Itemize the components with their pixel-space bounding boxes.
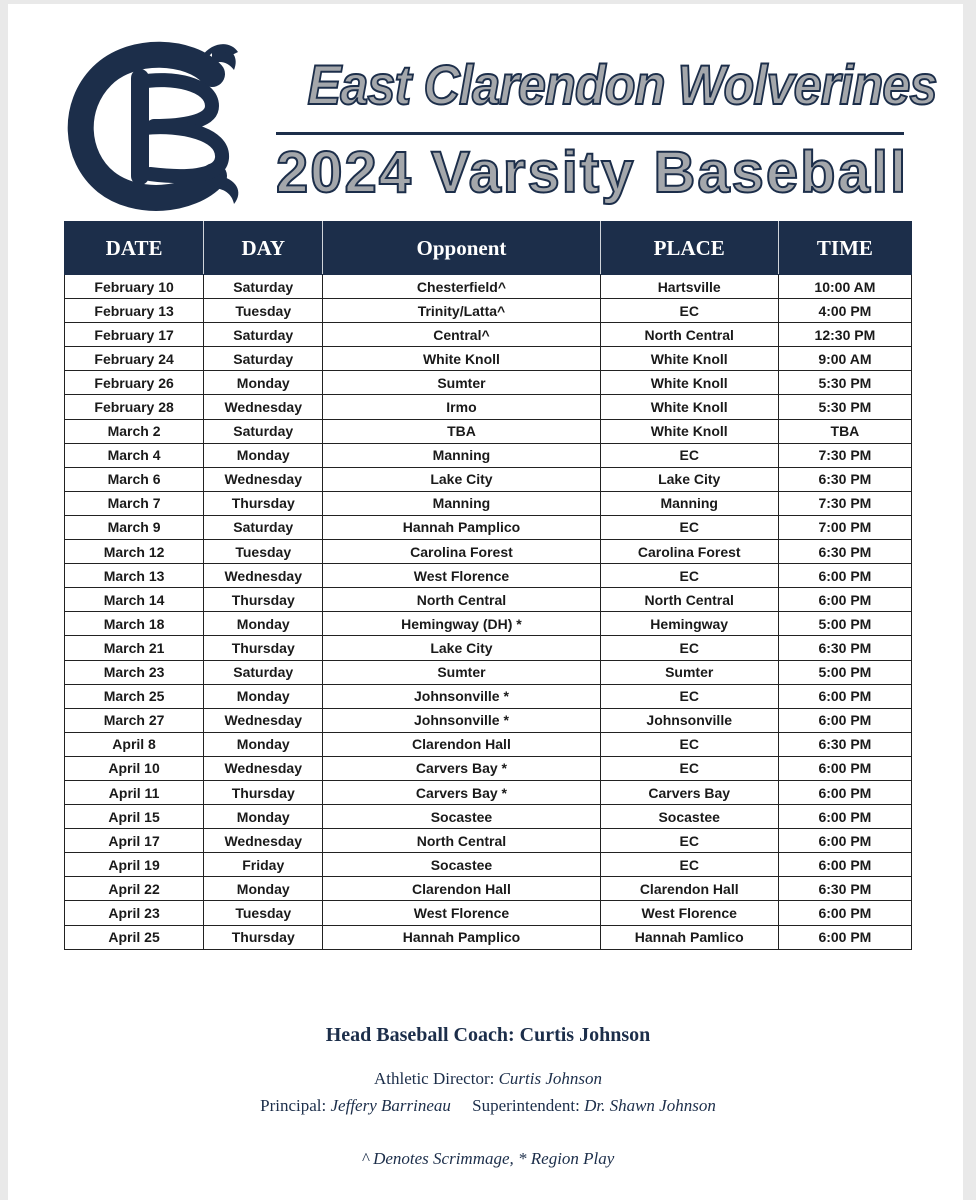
- time-cell: 12:30 PM: [778, 323, 911, 347]
- time-cell: 6:30 PM: [778, 540, 911, 564]
- day-cell: Wednesday: [204, 756, 323, 780]
- opponent-cell: North Central: [323, 588, 600, 612]
- place-cell: EC: [600, 443, 778, 467]
- opponent-cell: Carvers Bay *: [323, 756, 600, 780]
- opponent-cell: Sumter: [323, 660, 600, 684]
- place-cell: North Central: [600, 323, 778, 347]
- opponent-cell: Manning: [323, 491, 600, 515]
- day-cell: Saturday: [204, 275, 323, 299]
- table-row: [65, 323, 912, 347]
- place-cell: Clarendon Hall: [600, 877, 778, 901]
- day-cell: Monday: [204, 732, 323, 756]
- day-cell: Monday: [204, 443, 323, 467]
- day-cell: Wednesday: [204, 708, 323, 732]
- athletic-director-name: Curtis Johnson: [498, 1069, 603, 1088]
- head-coach: Head Baseball Coach: Curtis Johnson: [325, 1024, 651, 1046]
- table-row: [65, 660, 912, 684]
- time-cell: 6:00 PM: [778, 780, 911, 804]
- date-cell: April 23: [65, 901, 204, 925]
- schedule-rows: [65, 275, 912, 950]
- date-cell: March 6: [65, 467, 204, 491]
- date-cell: April 22: [65, 877, 204, 901]
- opponent-cell: Irmo: [323, 395, 600, 419]
- day-cell: Saturday: [204, 419, 323, 443]
- date-cell: March 12: [65, 540, 204, 564]
- table-row: [65, 708, 912, 732]
- date-cell: March 7: [65, 491, 204, 515]
- day-cell: Wednesday: [204, 395, 323, 419]
- time-cell: 5:00 PM: [778, 660, 911, 684]
- place-cell: EC: [600, 299, 778, 323]
- col-header-place: PLACE: [600, 222, 778, 275]
- day-cell: Thursday: [204, 491, 323, 515]
- day-cell: Wednesday: [204, 564, 323, 588]
- opponent-cell: Lake City: [323, 636, 600, 660]
- col-header-time: TIME: [778, 222, 911, 275]
- table-row: [65, 299, 912, 323]
- title-divider: [276, 132, 904, 135]
- table-row: [65, 780, 912, 804]
- day-cell: Saturday: [204, 515, 323, 539]
- place-cell: Sumter: [600, 660, 778, 684]
- header-row: [65, 222, 912, 275]
- opponent-cell: Hannah Pamplico: [323, 515, 600, 539]
- table-row: [65, 829, 912, 853]
- time-cell: 6:00 PM: [778, 829, 911, 853]
- table-row: [65, 877, 912, 901]
- date-cell: February 13: [65, 299, 204, 323]
- place-cell: EC: [600, 756, 778, 780]
- place-cell: White Knoll: [600, 371, 778, 395]
- table-row: [65, 515, 912, 539]
- date-cell: March 27: [65, 708, 204, 732]
- opponent-cell: Johnsonville *: [323, 684, 600, 708]
- table-row: [65, 588, 912, 612]
- opponent-cell: Hannah Pamplico: [323, 925, 600, 949]
- place-cell: EC: [600, 515, 778, 539]
- place-cell: EC: [600, 684, 778, 708]
- place-cell: EC: [600, 829, 778, 853]
- opponent-cell: Lake City: [323, 467, 600, 491]
- place-cell: EC: [600, 853, 778, 877]
- day-cell: Monday: [204, 877, 323, 901]
- place-cell: White Knoll: [600, 395, 778, 419]
- time-cell: 6:00 PM: [778, 684, 911, 708]
- place-cell: Carvers Bay: [600, 780, 778, 804]
- table-row: [65, 636, 912, 660]
- date-cell: March 18: [65, 612, 204, 636]
- day-cell: Monday: [204, 612, 323, 636]
- opponent-cell: Carolina Forest: [323, 540, 600, 564]
- place-cell: Hartsville: [600, 275, 778, 299]
- day-cell: Monday: [204, 805, 323, 829]
- day-cell: Thursday: [204, 636, 323, 660]
- table-row: [65, 467, 912, 491]
- date-cell: March 13: [65, 564, 204, 588]
- date-cell: March 4: [65, 443, 204, 467]
- opponent-cell: TBA: [323, 419, 600, 443]
- date-cell: April 17: [65, 829, 204, 853]
- table-row: [65, 684, 912, 708]
- ec-logo-icon: [62, 36, 252, 212]
- day-cell: Tuesday: [204, 299, 323, 323]
- day-cell: Thursday: [204, 925, 323, 949]
- date-cell: February 17: [65, 323, 204, 347]
- day-cell: Saturday: [204, 323, 323, 347]
- date-cell: April 8: [65, 732, 204, 756]
- col-header-day: DAY: [204, 222, 323, 275]
- athletic-director-line: [0, 1069, 976, 1089]
- place-cell: Manning: [600, 491, 778, 515]
- opponent-cell: Clarendon Hall: [323, 877, 600, 901]
- time-cell: 6:00 PM: [778, 901, 911, 925]
- date-cell: March 14: [65, 588, 204, 612]
- opponent-cell: White Knoll: [323, 347, 600, 371]
- place-cell: White Knoll: [600, 347, 778, 371]
- table-row: [65, 540, 912, 564]
- date-cell: March 21: [65, 636, 204, 660]
- date-cell: April 19: [65, 853, 204, 877]
- opponent-cell: West Florence: [323, 901, 600, 925]
- place-cell: Hemingway: [600, 612, 778, 636]
- date-cell: March 2: [65, 419, 204, 443]
- date-cell: March 25: [65, 684, 204, 708]
- place-cell: Lake City: [600, 467, 778, 491]
- opponent-cell: Chesterfield^: [323, 275, 600, 299]
- col-header-date: DATE: [65, 222, 204, 275]
- table-row: [65, 901, 912, 925]
- opponent-cell: Johnsonville *: [323, 708, 600, 732]
- superintendent-name: Dr. Shawn Johnson: [584, 1096, 716, 1115]
- legend-note: ^ Denotes Scrimmage, * Region Play: [361, 1149, 615, 1168]
- date-cell: April 10: [65, 756, 204, 780]
- table-row: [65, 443, 912, 467]
- opponent-cell: Clarendon Hall: [323, 732, 600, 756]
- opponent-cell: Sumter: [323, 371, 600, 395]
- place-cell: North Central: [600, 588, 778, 612]
- time-cell: 5:30 PM: [778, 371, 911, 395]
- day-cell: Monday: [204, 371, 323, 395]
- time-cell: 5:00 PM: [778, 612, 911, 636]
- opponent-cell: West Florence: [323, 564, 600, 588]
- time-cell: 6:00 PM: [778, 708, 911, 732]
- date-cell: February 26: [65, 371, 204, 395]
- place-cell: EC: [600, 732, 778, 756]
- opponent-cell: Central^: [323, 323, 600, 347]
- place-cell: Hannah Pamlico: [600, 925, 778, 949]
- table-row: [65, 564, 912, 588]
- opponent-cell: Hemingway (DH) *: [323, 612, 600, 636]
- date-cell: February 24: [65, 347, 204, 371]
- table-row: [65, 853, 912, 877]
- table-row: [65, 732, 912, 756]
- time-cell: 7:30 PM: [778, 443, 911, 467]
- principal-label: Principal:: [260, 1096, 327, 1115]
- table-row: [65, 275, 912, 299]
- table-row: [65, 419, 912, 443]
- day-cell: Thursday: [204, 588, 323, 612]
- time-cell: 7:30 PM: [778, 491, 911, 515]
- date-cell: February 28: [65, 395, 204, 419]
- time-cell: 6:00 PM: [778, 805, 911, 829]
- place-cell: EC: [600, 636, 778, 660]
- opponent-cell: Socastee: [323, 805, 600, 829]
- place-cell: Johnsonville: [600, 708, 778, 732]
- date-cell: March 9: [65, 515, 204, 539]
- opponent-cell: Carvers Bay *: [323, 780, 600, 804]
- table-row: [65, 925, 912, 949]
- time-cell: 6:30 PM: [778, 732, 911, 756]
- time-cell: TBA: [778, 419, 911, 443]
- table-row: [65, 805, 912, 829]
- day-cell: Wednesday: [204, 467, 323, 491]
- place-cell: EC: [600, 564, 778, 588]
- date-cell: February 10: [65, 275, 204, 299]
- time-cell: 6:00 PM: [778, 756, 911, 780]
- time-cell: 5:30 PM: [778, 395, 911, 419]
- table-row: [65, 612, 912, 636]
- date-cell: April 15: [65, 805, 204, 829]
- place-cell: West Florence: [600, 901, 778, 925]
- date-cell: April 25: [65, 925, 204, 949]
- place-cell: Carolina Forest: [600, 540, 778, 564]
- col-header-opponent: Opponent: [323, 222, 600, 275]
- table-row: [65, 756, 912, 780]
- opponent-cell: Manning: [323, 443, 600, 467]
- date-cell: March 23: [65, 660, 204, 684]
- day-cell: Friday: [204, 853, 323, 877]
- time-cell: 6:30 PM: [778, 636, 911, 660]
- time-cell: 10:00 AM: [778, 275, 911, 299]
- time-cell: 6:30 PM: [778, 877, 911, 901]
- schedule-table: [64, 221, 912, 950]
- table-row: [65, 347, 912, 371]
- day-cell: Saturday: [204, 660, 323, 684]
- table-row: [65, 371, 912, 395]
- athletic-director-label: Athletic Director:: [373, 1069, 495, 1088]
- superintendent-label: Superintendent:: [472, 1096, 580, 1115]
- opponent-cell: Socastee: [323, 853, 600, 877]
- principal-name: Jeffery Barrineau: [330, 1096, 451, 1115]
- time-cell: 9:00 AM: [778, 347, 911, 371]
- table-row: [65, 491, 912, 515]
- time-cell: 6:00 PM: [778, 564, 911, 588]
- opponent-cell: North Central: [323, 829, 600, 853]
- day-cell: Tuesday: [204, 540, 323, 564]
- place-cell: White Knoll: [600, 419, 778, 443]
- time-cell: 6:00 PM: [778, 588, 911, 612]
- day-cell: Monday: [204, 684, 323, 708]
- day-cell: Wednesday: [204, 829, 323, 853]
- opponent-cell: Trinity/Latta^: [323, 299, 600, 323]
- time-cell: 6:00 PM: [778, 925, 911, 949]
- day-cell: Tuesday: [204, 901, 323, 925]
- time-cell: 6:00 PM: [778, 853, 911, 877]
- admin-line: [0, 1096, 976, 1116]
- date-cell: April 11: [65, 780, 204, 804]
- day-cell: Thursday: [204, 780, 323, 804]
- place-cell: Socastee: [600, 805, 778, 829]
- time-cell: 6:30 PM: [778, 467, 911, 491]
- time-cell: 7:00 PM: [778, 515, 911, 539]
- school-title: East Clarendon Wolverines: [307, 53, 937, 116]
- season-title: 2024 Varsity Baseball: [276, 140, 909, 205]
- day-cell: Saturday: [204, 347, 323, 371]
- table-row: [65, 395, 912, 419]
- time-cell: 4:00 PM: [778, 299, 911, 323]
